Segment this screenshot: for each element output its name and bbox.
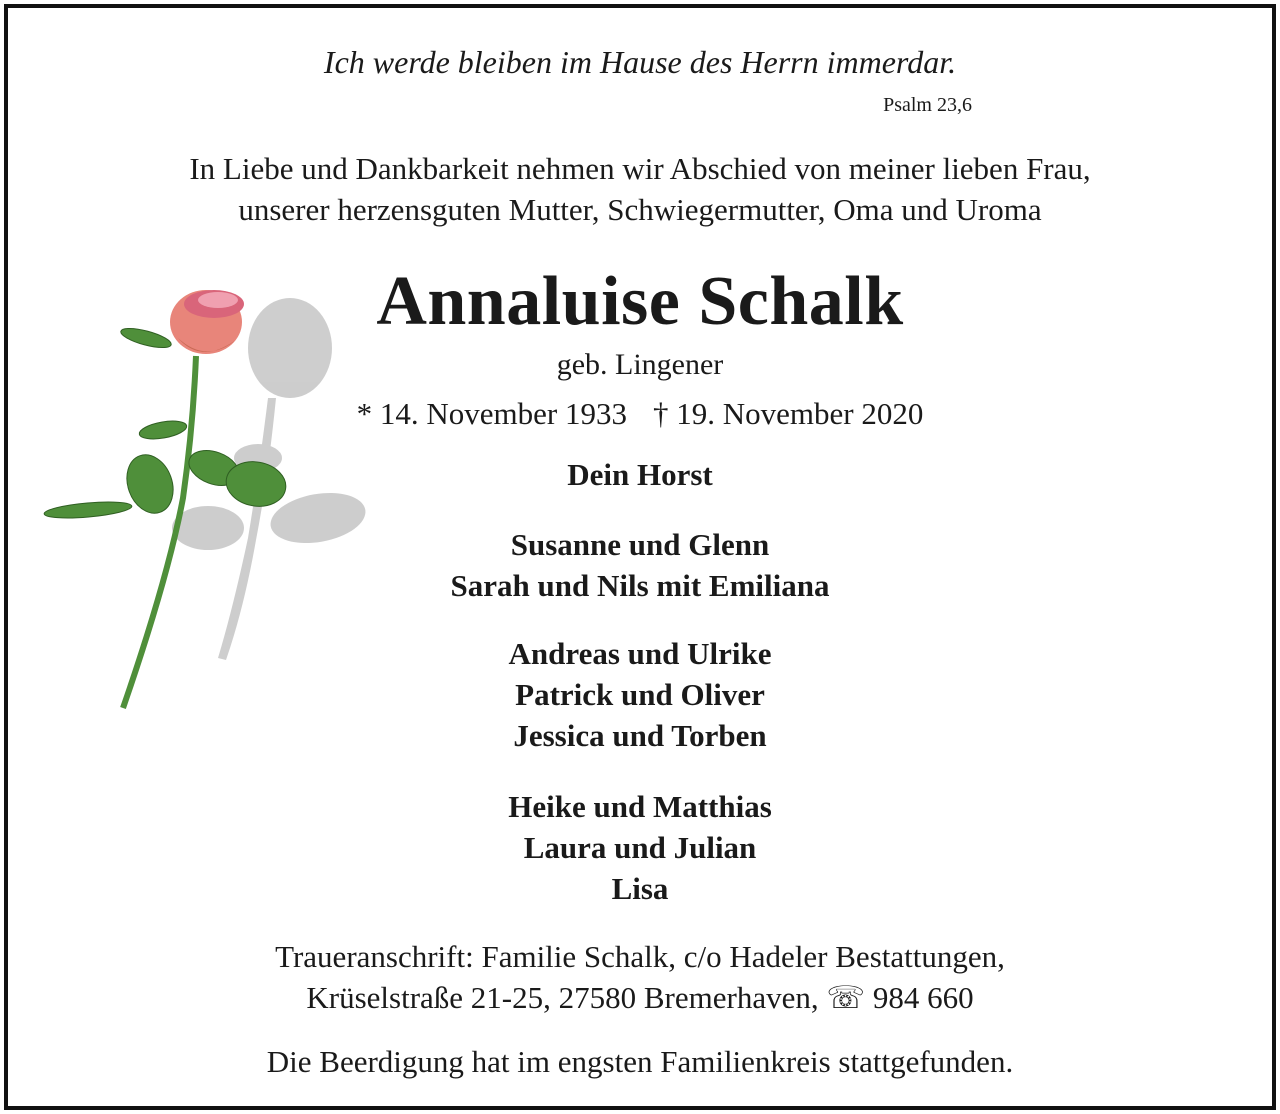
- mourner-line: Dein Horst: [567, 457, 713, 492]
- birth-date: * 14. November 1933: [356, 396, 627, 431]
- mourning-address: [8, 936, 1272, 1018]
- intro-text: [8, 148, 1272, 230]
- mourner-group: [8, 524, 1272, 606]
- mourner-group: [8, 633, 1272, 756]
- closing-note: Die Beerdigung hat im engsten Familienkreis stattgefunden.: [266, 1044, 1014, 1079]
- mourner-group: [8, 786, 1272, 909]
- death-date: † 19. November 2020: [653, 396, 924, 431]
- mourner-line: Patrick und Oliver: [515, 677, 765, 712]
- intro-line-1: In Liebe und Dankbarkeit nehmen wir Abschied von meiner lieben Frau,: [189, 151, 1091, 186]
- mourner-group: [8, 454, 1272, 495]
- address-line-2: Krüselstraße 21-25, 27580 Bremerhaven, ☏ 984 660: [306, 980, 974, 1015]
- bible-verse: Ich werde bleiben im Hause des Herrn immerdar.: [323, 44, 957, 80]
- mourner-line: Jessica und Torben: [513, 718, 767, 753]
- address-line-1: Traueranschrift: Familie Schalk, c/o Hadeler Bestattungen,: [275, 939, 1005, 974]
- life-dates: [8, 396, 1272, 432]
- mourner-line: Susanne und Glenn: [510, 527, 770, 562]
- mourner-line: Laura und Julian: [523, 830, 757, 865]
- obituary-notice: [4, 4, 1276, 1110]
- mourner-line: Sarah und Nils mit Emiliana: [450, 568, 830, 603]
- mourner-line: Andreas und Ulrike: [508, 636, 772, 671]
- intro-line-2: unserer herzensguten Mutter, Schwiegermutter, Oma und Uroma: [238, 192, 1042, 227]
- mourner-line: Heike und Matthias: [508, 789, 772, 824]
- deceased-name: Annaluise Schalk: [376, 263, 904, 340]
- verse-reference: Psalm 23,6: [883, 94, 972, 116]
- birth-name: geb. Lingener: [556, 348, 724, 381]
- mourner-line: Lisa: [611, 871, 669, 906]
